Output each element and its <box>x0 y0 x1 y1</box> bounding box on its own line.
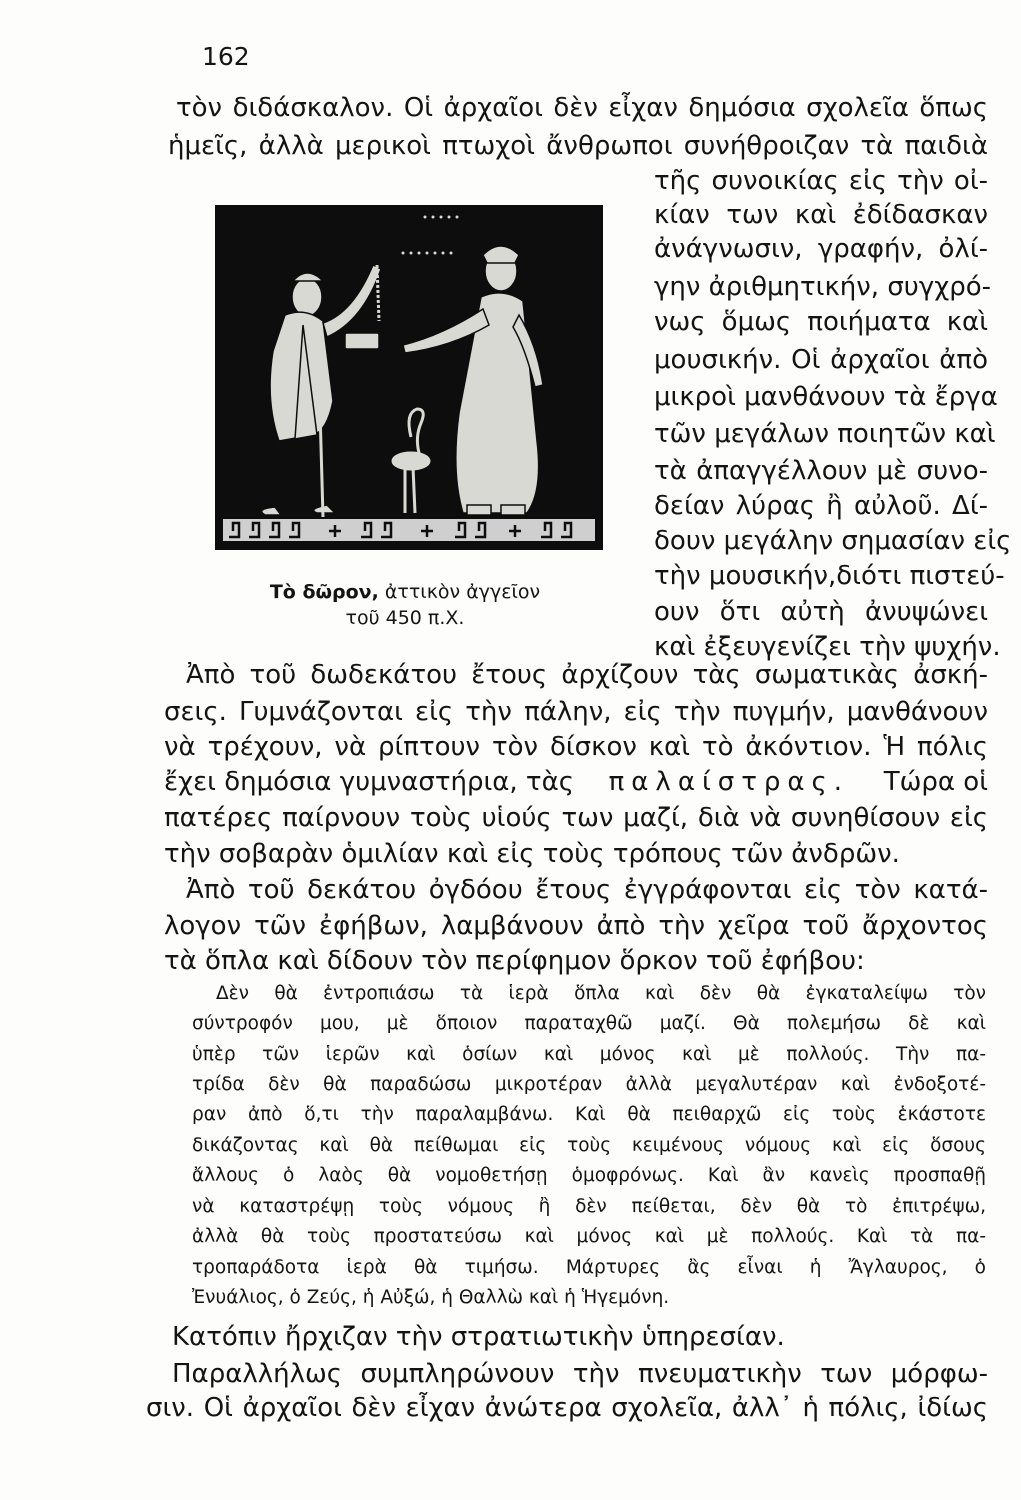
body-line: τὰ ἀπαγγέλλουν μὲ συνο- <box>654 456 988 486</box>
body-line: σιν. Οἱ ἀρχαῖοι δὲν εἶχαν ἀνώτερα σχολεῖα, ἀλλ᾽ ἡ πόλις, ἰδίως <box>146 1393 988 1423</box>
vase-figure <box>215 205 603 550</box>
body-line: τῆς συνοικίας εἰς τὴν οἰ- <box>654 166 988 196</box>
oath-line: Δὲν θὰ ἐντροπιάσω τὰ ἱερὰ ὅπλα καὶ δὲν θὰ ἐγκαταλείψω τὸν <box>216 983 986 1004</box>
body-line: τὸν διδάσκαλον. Οἱ ἀρχαῖοι δὲν εἶχαν δημόσια σχολεῖα ὅπως <box>176 93 988 123</box>
body-line: Παραλλήλως συμπληρώνουν τὴν πνευματικὴν των μόρφω- <box>172 1359 988 1389</box>
figure-caption-line2: τοῦ 450 π.Χ. <box>345 607 465 629</box>
body-line: σεις. Γυμνάζονται εἰς τὴν πάλην, εἰς τὴν πυγμήν, μανθάνουν <box>164 697 988 727</box>
body-text: Τώρα οἱ <box>883 767 988 797</box>
figure-caption <box>205 580 605 604</box>
body-line <box>164 766 988 798</box>
body-line: πατέρες παίρνουν τοὺς υἱούς των μαζί, διὰ νὰ συνηθίσουν εἰς <box>164 803 988 833</box>
oath-line: ραν ἀπὸ ὅ,τι τὴν παραλαμβάνω. Καὶ θὰ πειθαρχῶ εἰς τοὺς ἑκάστοτε <box>192 1104 986 1125</box>
body-line: ουν ὅτι αὐτὴ ἀνυψώνει <box>654 597 988 627</box>
oath-line: ὑπὲρ τῶν ἱερῶν καὶ ὁσίων καὶ μόνος καὶ μὲ πολλούς. Τὴν πα- <box>192 1044 986 1065</box>
emphasis-text: παλαίστρας. <box>608 767 850 797</box>
body-line: δείαν λύρας ἢ αὐλοῦ. Δί- <box>654 491 988 521</box>
body-line: Ἀπὸ τοῦ δωδεκάτου ἔτους ἀρχίζουν τὰς σωματικὰς ἀσκή- <box>186 660 988 690</box>
oath-line: τροπαράδοτα ἱερὰ θὰ τιμήσω. Μάρτυρες ἂς εἶναι ἡ Ἄγλαυρος, ὁ <box>192 1257 986 1278</box>
body-line: τὴν σοβαρὰν ὁμιλίαν καὶ εἰς τοὺς τρόπους τῶν ἀνδρῶν. <box>164 839 900 869</box>
vase-painting-image <box>215 205 603 550</box>
body-line: μικροὶ μανθάνουν τὰ ἔργα <box>654 382 998 412</box>
oath-line: ἄλλους ὁ λαὸς θὰ νομοθετήσῃ ὁμοφρόνως. Καὶ ἂν κανεὶς προσπαθῇ <box>192 1165 986 1186</box>
caption-title: Τὸ δῶρον, <box>269 581 379 603</box>
body-text: ἔχει δημόσια γυμναστήρια, τὰς <box>164 767 574 797</box>
body-line: λογον τῶν ἐφήβων, λαμβάνουν ἀπὸ τὴν χεῖρα τοῦ ἄρχοντος <box>164 911 988 941</box>
body-line: δουν μεγάλην σημασίαν εἰς <box>654 526 1012 556</box>
body-line: κίαν των καὶ ἐδίδασκαν <box>654 200 988 230</box>
body-line: γην ἀριθμητικήν, συγχρό- <box>654 272 992 302</box>
oath-line: Ἐνυάλιος, ὁ Ζεύς, ἡ Αὐξώ, ἡ Θαλλὼ καὶ ἡ Ἡγεμόνη. <box>192 1287 670 1308</box>
oath-line: σύντροφόν μου, μὲ ὅποιον παραταχθῶ μαζί. Θὰ πολεμήσω δὲ καὶ <box>192 1013 986 1034</box>
body-line: τὴν μουσικήν,διότι πιστεύ- <box>654 561 1005 591</box>
body-line: τὰ ὅπλα καὶ δίδουν τὸν περίφημον ὅρκον τοῦ ἐφήβου: <box>164 946 865 976</box>
body-line: μουσικήν. Οἱ ἀρχαῖοι ἀπὸ <box>654 345 988 375</box>
body-line: τῶν μεγάλων ποιητῶν καὶ <box>654 419 996 449</box>
page-number: 162 <box>202 42 250 71</box>
body-line: νὰ τρέχουν, νὰ ρίπτουν τὸν δίσκον καὶ τὸ ἀκόντιον. Ἡ πόλις <box>164 732 988 762</box>
oath-line: νὰ καταστρέψῃ τοὺς νόμους ἢ δὲν πείθεται, δὲν θὰ τὸ ἐπιτρέψω, <box>192 1196 986 1217</box>
body-line: Ἀπὸ τοῦ δεκάτου ὀγδόου ἔτους ἐγγράφονται εἰς τὸν κατά- <box>186 875 988 905</box>
oath-line: τρίδα δὲν θὰ παραδώσω μικροτέραν ἀλλὰ μεγαλυτέραν καὶ ἐνδοξοτέ- <box>192 1074 986 1095</box>
body-line: νως ὅμως ποιήματα καὶ <box>654 307 988 337</box>
caption-text: ἀττικὸν ἀγγεῖον <box>384 581 541 603</box>
body-line: Κατόπιν ἤρχιζαν τὴν στρατιωτικὴν ὑπηρεσίαν. <box>172 1322 785 1352</box>
body-line: ἀνάγνωσιν, γραφήν, ὀλί- <box>654 234 988 264</box>
oath-line: ἀλλὰ θὰ τοὺς προστατεύσω καὶ μόνος καὶ μὲ πολλούς. Καὶ τὰ πα- <box>192 1226 986 1247</box>
body-line: ἡμεῖς, ἀλλὰ μερικοὶ πτωχοὶ ἄνθρωποι συνήθροιζαν τὰ παιδιὰ <box>168 131 988 161</box>
oath-line: δικάζοντας καὶ θὰ πείθωμαι εἰς τοὺς κειμένους νόμους καὶ εἰς ὅσους <box>192 1135 986 1156</box>
body-line: καὶ ἐξευγενίζει τὴν ψυχήν. <box>654 632 1001 662</box>
